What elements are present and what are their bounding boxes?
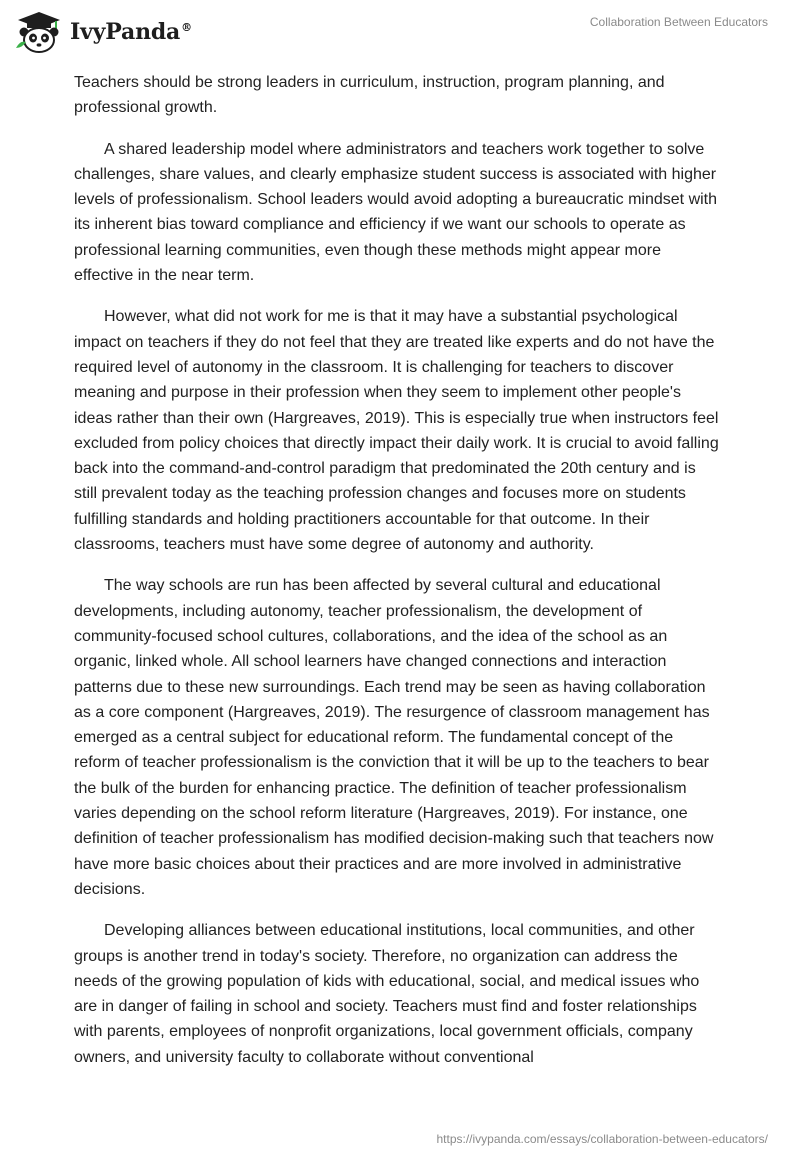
- logo[interactable]: [14, 10, 192, 54]
- logo-text: IvyPanda®: [70, 19, 192, 45]
- registered-mark: ®: [181, 20, 192, 34]
- document-title: Collaboration Between Educators: [589, 15, 768, 29]
- paragraph: Teachers should be strong leaders in curriculum, instruction, program planning, and professional growth.: [74, 74, 665, 117]
- paragraph: Developing alliances between educational institutions, local communities, and other groups is another trend in today's society. Therefore, no organization can address the needs of the growing population of kids with educational, social, and medical issues who are in danger of failing in school and society. Teachers must find and foster relationships with parents, employees of nonprofit organizations, local government officials, company owners, and university faculty to collaborate without conventional: [74, 922, 700, 1066]
- paragraph: However, what did not work for me is that it may have a substantial psychological impact on teachers if they do not feel that they are treated like experts and do not have the required level of autonomy in the classroom. It is challenging for teachers to discover meaning and purpose in their profession when they seem to implement other people's ideas rather than their own (Hargreaves, 2019). This is especially true when instructors feel excluded from policy choices that directly impact their daily work. It is crucial to avoid falling back into the command-and-control paradigm that predominated the 20th century and is still prevalent today as the teaching profession changes and focuses more on students fulfilling standards and holding practitioners accountable for that outcome. In their classrooms, teachers must have some degree of autonomy and authority.: [74, 308, 719, 554]
- paragraph: The way schools are run has been affected by several cultural and educational developments, including autonomy, teacher professionalism, the development of community-focused school cultures, collaborations, and the idea of the school as an organic, linked whole. All school learners have changed connections and interaction patterns due to these new surroundings. Each trend may be seen as having collaboration as a core component (Hargreaves, 2019). The resurgence of classroom management has emerged as a central subject for educational reform. The fundamental concept of the reform of teacher professionalism is the conviction that it will be up to the teachers to bear the bulk of the burden for enhancing practice. The definition of teacher professionalism varies depending on the school reform literature (Hargreaves, 2019). For instance, one definition of teacher professionalism has modified decision-making such that teachers now have more basic choices about their practices and are more involved in administrative decisions.: [74, 577, 714, 898]
- panda-graduate-icon: [14, 10, 64, 54]
- paragraph: A shared leadership model where administrators and teachers work together to solve challenges, share values, and clearly emphasize student success is associated with higher levels of professionalism. School leaders would avoid adopting a bureaucratic mindset with its inherent bias toward compliance and efficiency if we want our schools to operate as professional learning communities, even though these methods might appear more effective in the near term.: [74, 140, 718, 285]
- source-url[interactable]: https://ivypanda.com/essays/collaboration-between-educators/: [436, 1132, 768, 1146]
- essay-body: [74, 70, 722, 1086]
- page-header: [0, 0, 800, 64]
